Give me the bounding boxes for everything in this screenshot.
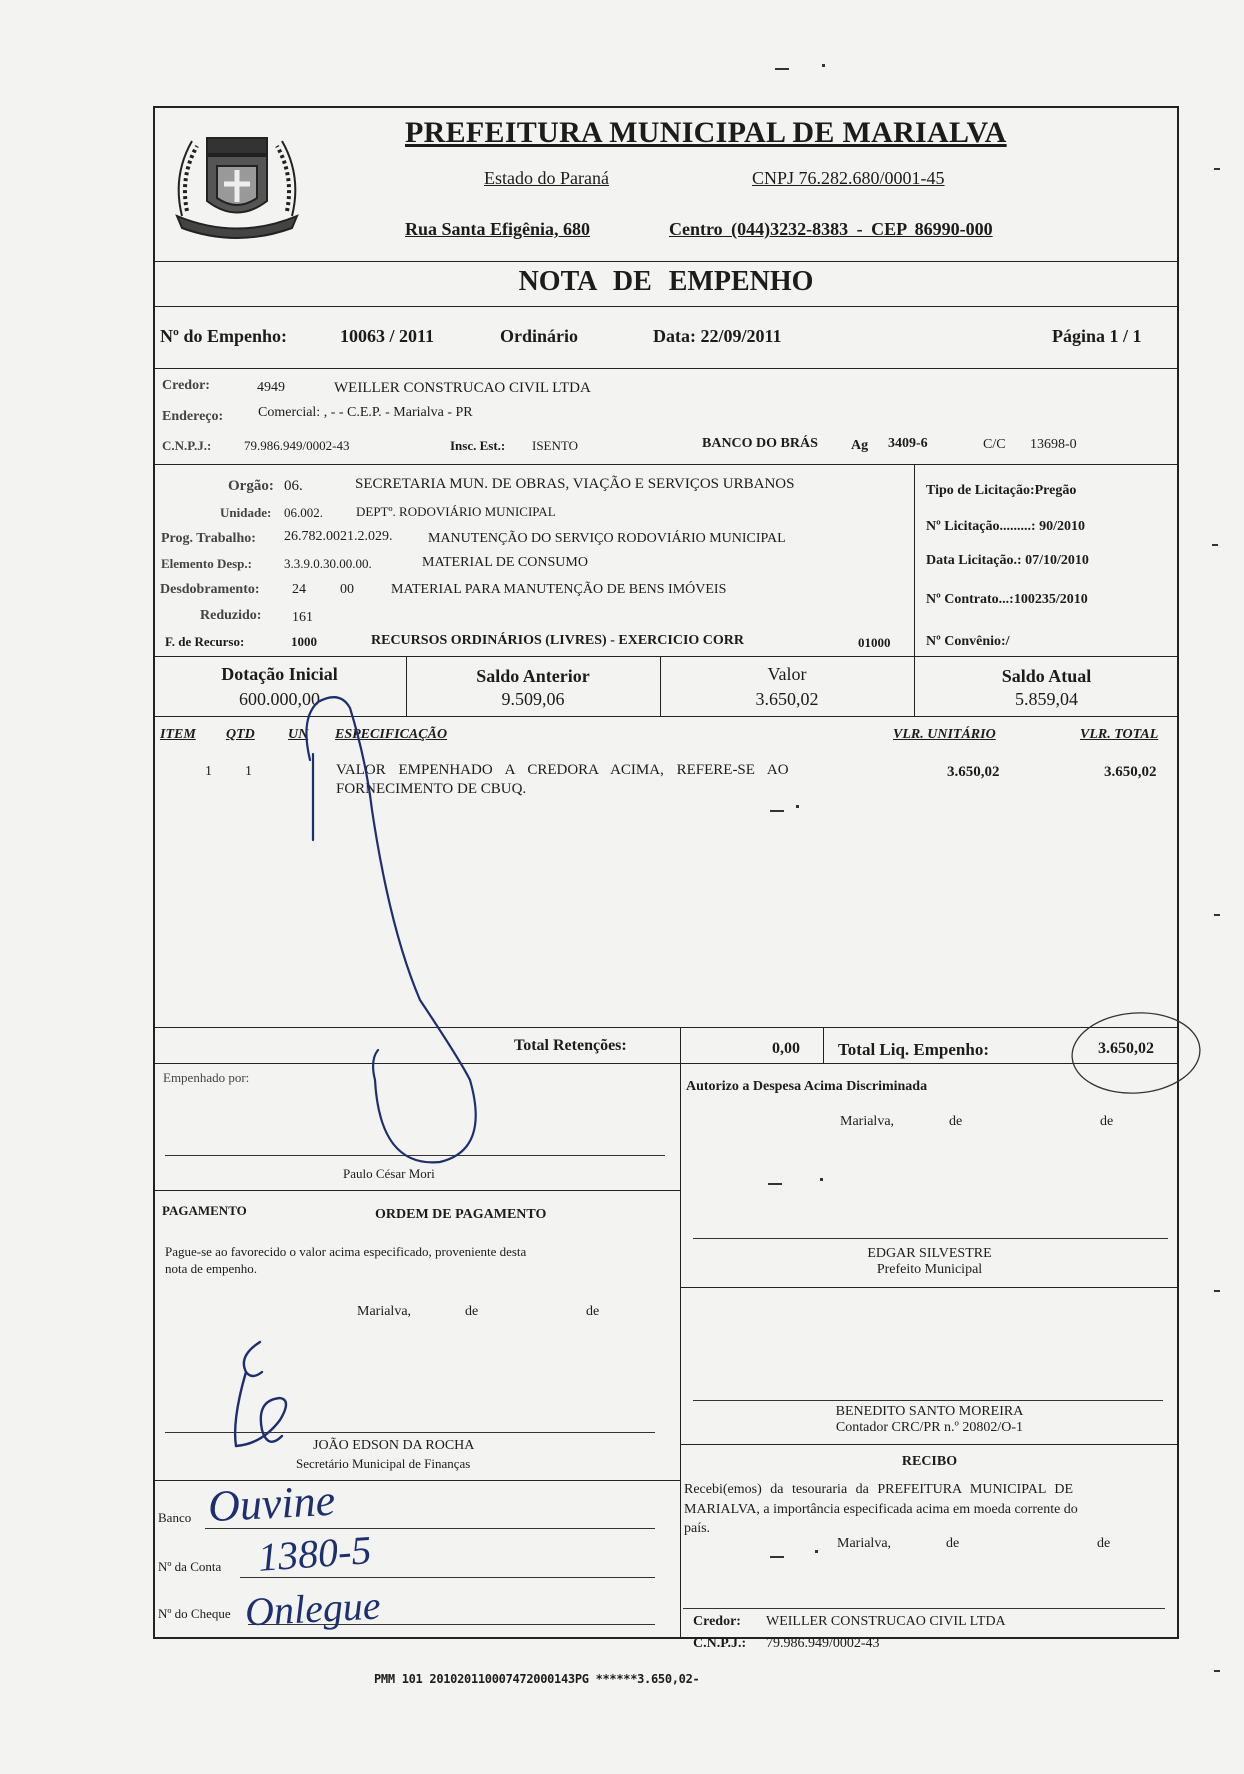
credor-cc: 13698-0 [1030,437,1077,452]
saldo-label-3: Saldo Atual [1001,666,1092,686]
header-address: Rua Santa Efigênia, 680 [405,219,591,239]
recurso-code: 1000 [291,634,317,649]
licitacao-convenio: Nº Convênio:/ [926,634,1010,649]
header-cnpj: CNPJ 76.282.680/0001-45 [752,168,945,188]
saldo-label-2: Valor [767,664,807,684]
recurso-label: F. de Recurso: [165,634,245,649]
cnpj-label: C.N.P.J.: [162,438,212,453]
pagamento-signer: JOÃO EDSON DA ROCHA [313,1438,475,1453]
recibo-cnpj: 79.986.949/0002-43 [766,1636,880,1651]
pagamento-de2: de [586,1304,600,1319]
header-state: Estado do Paraná [484,168,609,188]
licitacao-contrato: Nº Contrato...:100235/2010 [926,592,1088,607]
pagamento-label: PAGAMENTO [162,1203,247,1218]
speck-mark [1214,1290,1220,1292]
saldo-value-0: 600.000,00 [239,689,320,709]
reduzido-value: 161 [292,610,313,625]
credor-label: Credor: [162,378,210,393]
credor-ag: 3409-6 [888,436,928,451]
desd-label: Desdobramento: [160,582,260,597]
elem-label: Elemento Desp.: [161,556,252,571]
speck-mark [815,1550,818,1553]
ordem-pagamento: ORDEM DE PAGAMENTO [375,1207,547,1222]
cc-label: C/C [983,437,1006,452]
reduzido-label: Reduzido: [200,608,262,623]
pagamento-text-2: nota de empenho. [165,1261,258,1276]
recibo-title: RECIBO [901,1454,958,1469]
saldo-value-3: 5.859,04 [1015,689,1078,709]
autorizo-de2: de [1100,1114,1114,1129]
licitacao-tipo: Tipo de Licitação:Pregão [926,483,1077,498]
contador-signer: BENEDITO SANTO MOREIRA [835,1404,1024,1419]
unidade-name: DEPTº. RODOVIÁRIO MUNICIPAL [356,504,556,519]
header-contact: Centro (044)3232-8383 - CEP 86990-000 [669,219,993,239]
circle-mark [1069,1009,1202,1098]
col-total: VLR. TOTAL [1080,727,1159,742]
prog-label: Prog. Trabalho: [161,531,256,546]
total-retencoes-label: Total Retenções: [514,1037,627,1054]
row-spec-line1: VALOR EMPENHADO A CREDORA ACIMA, REFERE-SE AO [336,762,789,778]
autorizo-title: Autorizo a Despesa Acima Discriminada [686,1079,928,1094]
row-total-value: 3.650,02 [1104,764,1157,780]
pagamento-text-1: Pague-se ao favorecido o valor acima especificado, proveniente desta [165,1244,527,1259]
speck-mark [770,810,784,812]
speck-mark [1214,1670,1220,1672]
empenho-type: Ordinário [500,326,579,346]
pagamento-role: Secretário Municipal de Finanças [296,1456,471,1471]
contador-role: Contador CRC/PR n.º 20802/O-1 [835,1420,1024,1435]
speck-mark [796,805,799,808]
col-spec: ESPECIFICAÇÃO [335,727,448,742]
pagamento-de1: de [465,1304,479,1319]
speck-mark [820,1178,823,1181]
recibo-credor-label: Credor: [693,1614,741,1629]
desd-name: MATERIAL PARA MANUTENÇÃO DE BENS IMÓVEIS [391,582,727,597]
speck-mark [775,68,789,70]
recibo-text-2: MARIALVA, a importância especificada acima em moeda corrente do [684,1502,1078,1517]
cheque-label: Nº do Cheque [158,1606,231,1621]
empenhado-signer: Paulo César Mori [343,1166,435,1181]
elem-name: MATERIAL DE CONSUMO [422,555,588,570]
credor-code: 4949 [257,380,285,395]
saldo-label-0: Dotação Inicial [221,664,338,684]
licitacao-numero: Nº Licitação.........: 90/2010 [926,519,1085,534]
col-un: UN [288,727,309,742]
total-liq-value: 3.650,02 [1098,1040,1154,1057]
unidade-code: 06.002. [284,505,323,520]
elem-code: 3.3.9.0.30.00.00. [284,556,372,571]
insc-label: Insc. Est.: [450,438,506,453]
saldo-value-2: 3.650,02 [755,689,819,709]
empenhado-label: Empenhado por: [163,1070,250,1085]
col-qtd: QTD [226,727,255,742]
speck-mark [1214,914,1220,916]
speck-mark [1212,544,1218,546]
row-unit-value: 3.650,02 [947,764,1000,780]
doc-title: NOTA DE EMPENHO [518,266,814,297]
address-label: Endereço: [162,409,224,424]
autorizo-place: Marialva, [840,1114,895,1129]
total-retencoes-value: 0,00 [772,1040,800,1057]
recibo-text-3: país. [684,1521,711,1536]
pagamento-place: Marialva, [357,1304,412,1319]
conta-label: Nº da Conta [158,1559,222,1574]
footer-code: PMM 101 201020110007472000143PG ******3.650,02- [374,1672,700,1686]
unidade-label: Unidade: [220,505,272,520]
recibo-de1: de [946,1536,960,1551]
ag-label: Ag [851,438,869,453]
cheque-handwritten: Onlegue [243,1582,382,1635]
saldo-label-1: Saldo Anterior [476,666,590,686]
recibo-cnpj-label: C.N.P.J.: [693,1636,747,1651]
signature-mark [235,1342,262,1446]
prog-name: MANUTENÇÃO DO SERVIÇO RODOVIÁRIO MUNICIPAL [428,531,786,546]
recurso-name: RECURSOS ORDINÁRIOS (LIVRES) - EXERCICIO CORR [371,633,744,648]
empenho-number: 10063 / 2011 [340,326,435,346]
speck-mark [768,1183,782,1185]
orgao-code: 06. [284,478,303,494]
col-item: ITEM [160,727,196,742]
credor-name: WEILLER CONSTRUCAO CIVIL LTDA [334,380,591,396]
speck-mark [822,64,825,67]
speck-mark [770,1556,784,1558]
empenho-number-label: Nº do Empenho: [160,326,287,346]
speck-mark [1214,168,1220,170]
recibo-credor: WEILLER CONSTRUCAO CIVIL LTDA [766,1614,1006,1629]
signature-mark [306,697,475,1162]
autorizo-signer: EDGAR SILVESTRE [867,1246,992,1261]
header-title: PREFEITURA MUNICIPAL DE MARIALVA [405,116,1007,149]
credor-insc: ISENTO [532,438,578,453]
autorizo-de1: de [949,1114,963,1129]
desd-code: 24 [292,582,306,597]
credor-cnpj: 79.986.949/0002-43 [244,438,350,453]
licitacao-data: Data Licitação.: 07/10/2010 [926,553,1089,568]
recibo-de2: de [1097,1536,1111,1551]
orgao-name: SECRETARIA MUN. DE OBRAS, VIAÇÃO E SERVIÇOS URBANOS [355,476,795,492]
banco-label: Banco [158,1510,192,1525]
col-unit: VLR. UNITÁRIO [893,727,996,742]
conta-handwritten: 1380-5 [256,1527,373,1580]
credor-bank: BANCO DO BRÁS [702,436,818,451]
total-liq-label: Total Liq. Empenho: [838,1040,989,1059]
desd-sub: 00 [340,582,354,597]
recibo-text-1: Recebi(emos) da tesouraria da PREFEITURA MUNICIPAL DE [684,1482,1074,1497]
row-item: 1 [205,764,212,779]
empenho-date: Data: 22/09/2011 [653,326,782,346]
row-qtd: 1 [245,764,252,779]
signature-mark [236,1398,286,1446]
autorizo-role: Prefeito Municipal [876,1262,983,1277]
page-number: Página 1 / 1 [1052,326,1142,346]
recibo-place: Marialva, [837,1536,892,1551]
prog-code: 26.782.0021.2.029. [284,529,393,544]
orgao-label: Orgão: [228,478,274,494]
saldo-value-1: 9.509,06 [501,689,565,709]
recurso-num: 01000 [858,635,891,650]
row-spec-line2: FORNECIMENTO DE CBUQ. [336,781,527,797]
credor-address: Comercial: , - - C.E.P. - Marialva - PR [258,405,473,420]
banco-handwritten: Ouvine [206,1475,337,1532]
